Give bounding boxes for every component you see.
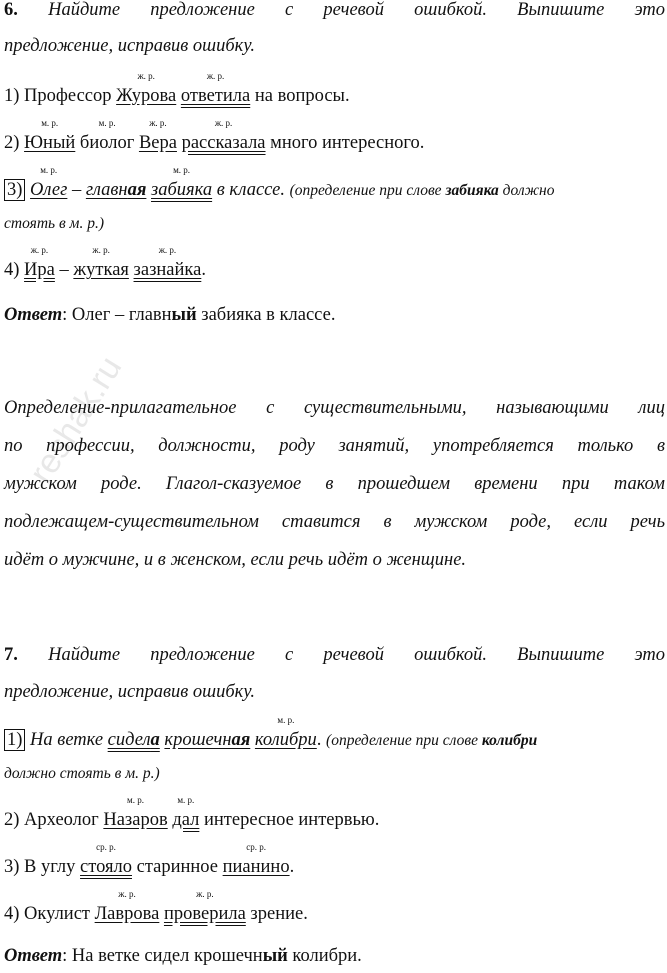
rule-line5: идёт о мужчине, и в женском, если речь идёт о женщине. bbox=[4, 550, 467, 570]
task7-question-line1: 7. Найдите предложение с речевой ошибкой. Выпишите это bbox=[4, 645, 666, 665]
task6-option3: 3) м. р. Олег – главная м. р. забияка в классе. (определение при слове забияка должно bbox=[4, 180, 555, 201]
task6-option1: 1) Профессор ж. р. Журова ж. р. ответила на вопросы. bbox=[4, 71, 350, 106]
watermark: reshak.ru bbox=[22, 349, 130, 491]
rule-line1: Определение-прилагательное с существительными, называющими лиц bbox=[4, 398, 665, 418]
task7-question-line2: предложение, исправив ошибку. bbox=[4, 682, 255, 702]
task6-number: 6. bbox=[4, 0, 18, 20]
task6-question-line2: предложение, исправив ошибку. bbox=[4, 36, 255, 56]
task7-option1-note: должно стоять в м. р.) bbox=[4, 765, 160, 782]
task6-answer: Ответ: Олег – главный забияка в классе. bbox=[4, 305, 336, 325]
task6-option2: 2) м. р. Юный м. р. биолог ж. р. Вера ж. р. рассказала много интересного. bbox=[4, 118, 425, 153]
task6-option3-note: стоять в м. р.) bbox=[4, 215, 104, 232]
task7-number: 7. bbox=[4, 645, 18, 665]
task6-question-line1: 6. Найдите предложение с речевой ошибкой. Выпишите это bbox=[4, 0, 666, 20]
rule-line2: по профессии, должности, роду занятий, употребляется только в bbox=[4, 436, 665, 456]
task7-option1: 1) На ветке сидела крошечная м. р. колибри. (определение при слове колибри bbox=[4, 730, 537, 751]
task7-option2: 2) Археолог м. р. Назаров м. р. дал интересное интервью. bbox=[4, 795, 380, 830]
task7-option4: 4) Окулист ж. р. Лаврова ж. р. проверила зрение. bbox=[4, 889, 308, 924]
rule-line4: подлежащем-существительном ставится в мужском роде, если речь bbox=[4, 512, 665, 532]
task6-option4: 4) ж. р. Ира – ж. р. жуткая ж. р. зазнайка. bbox=[4, 245, 206, 280]
rule-line3: мужском роде. Глагол-сказуемое в прошедшем времени при таком bbox=[4, 474, 665, 494]
task7-option3: 3) В углу ср. р. стояло старинное ср. р. пианино. bbox=[4, 842, 295, 877]
task7-answer: Ответ: На ветке сидел крошечный колибри. bbox=[4, 946, 362, 966]
